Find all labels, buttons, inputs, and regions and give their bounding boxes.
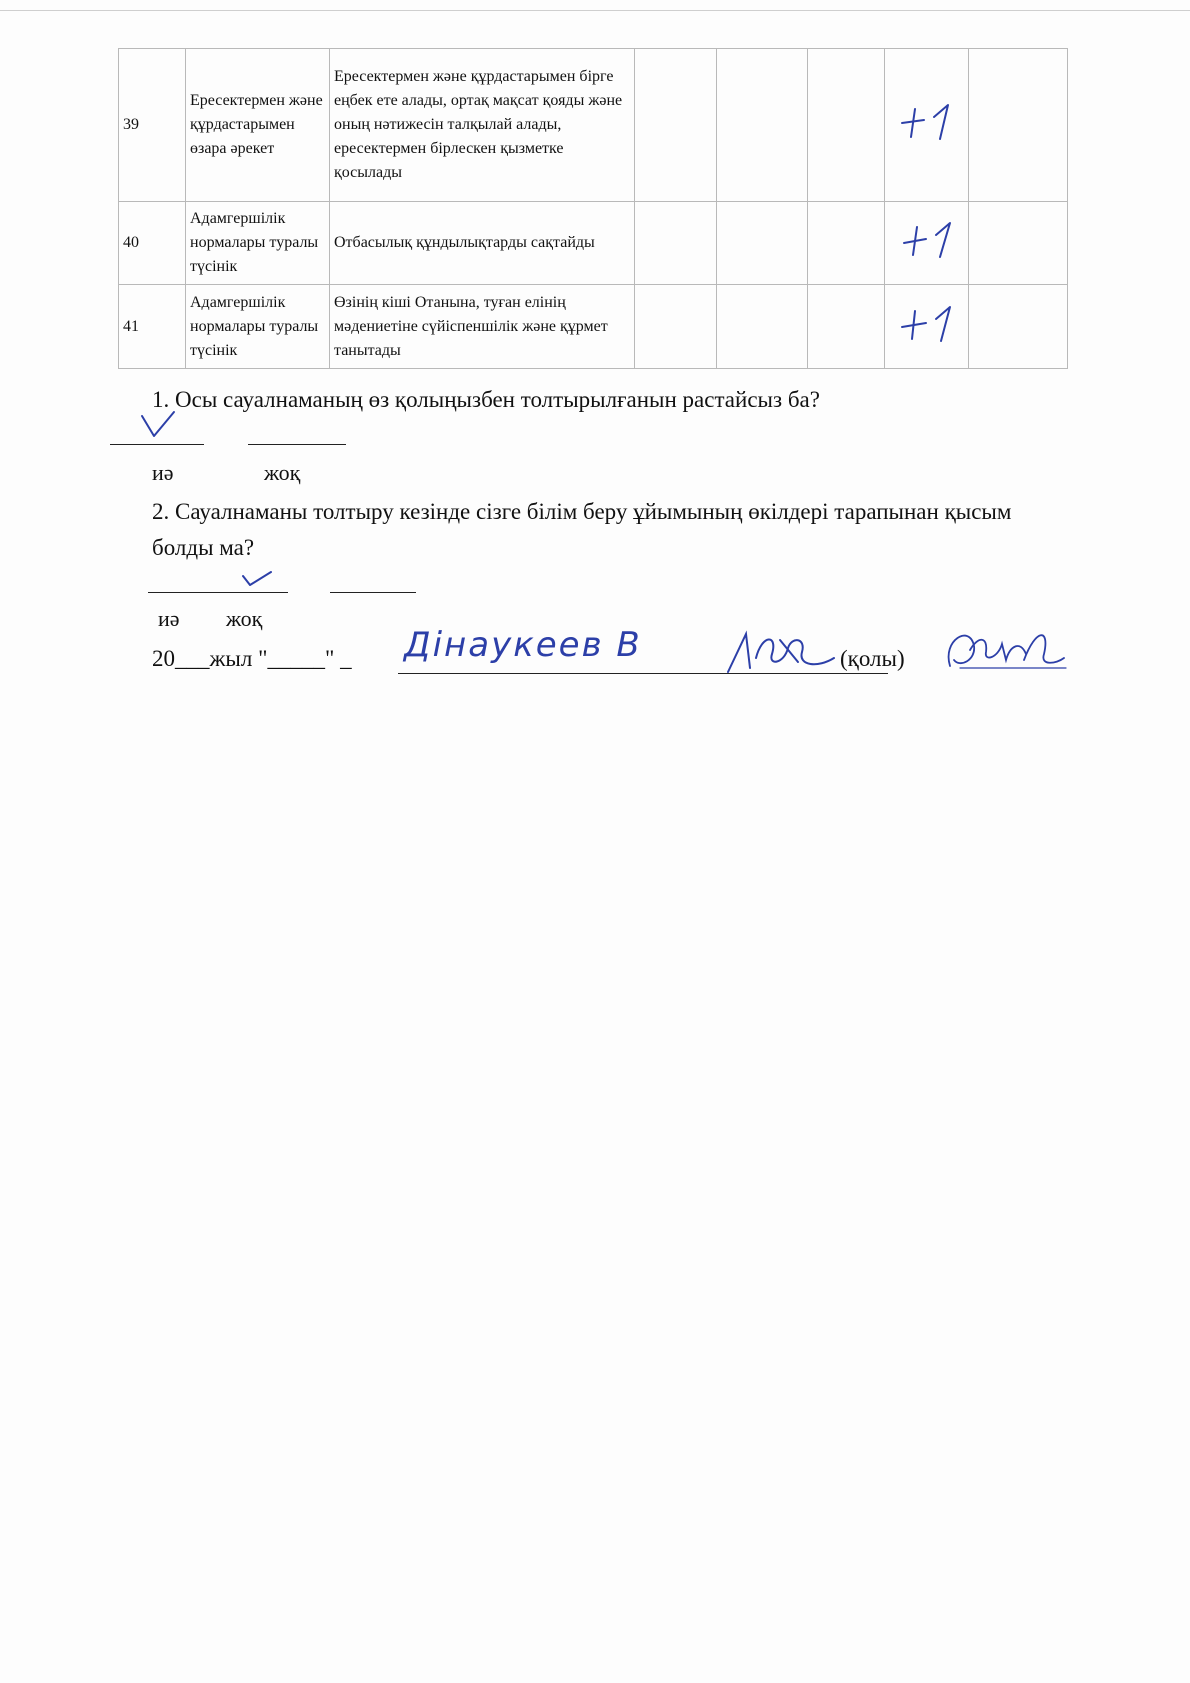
question-2-line-1 (152, 494, 1022, 566)
handwritten-plus-one-mark (896, 301, 958, 345)
empty-cell (969, 202, 1068, 285)
table-row (119, 285, 1068, 369)
handwritten-plus-one-mark (896, 217, 958, 261)
row-description: Отбасылық құндылықтарды сақтайды (330, 202, 635, 285)
handwritten-plus-one-mark (896, 99, 958, 143)
date-line: 20___жыл "_____" _ (152, 646, 352, 671)
row-area: Адамгершілік нормалары туралы түсінік (186, 285, 330, 369)
second-signature-icon (940, 620, 1070, 676)
row-number: 40 (119, 202, 186, 285)
empty-cell (969, 49, 1068, 202)
option-no-label: жоқ (226, 606, 263, 631)
empty-cell (717, 285, 808, 369)
answer-line-no (330, 592, 416, 593)
page-top-edge (0, 10, 1190, 11)
handwritten-name: Дінаукеев В (404, 625, 642, 665)
row-description: Ересектермен және құрдастарымен бірге еңбек ете алады, ортақ мақсат қояды және оның нәтижесін талқылай алады, ересектермен бірлескен қызметке қосылады (330, 49, 635, 202)
answer-line-yes (110, 444, 204, 445)
row-number: 41 (119, 285, 186, 369)
empty-cell (717, 202, 808, 285)
signature-label: (қолы) (840, 646, 905, 671)
empty-cell (635, 202, 717, 285)
row-score (885, 202, 969, 285)
signature-icon (722, 628, 842, 678)
empty-cell (717, 49, 808, 202)
answer-line-yes (148, 592, 288, 593)
empty-cell (635, 49, 717, 202)
question-1: 1. Осы сауалнаманың өз қолыңызбен толтырылғанын растайсыз ба? (152, 387, 820, 412)
empty-cell (635, 285, 717, 369)
empty-cell (969, 285, 1068, 369)
row-area: Ересектермен және құрдастарымен өзара әрекет (186, 49, 330, 202)
empty-cell (808, 202, 885, 285)
empty-cell (808, 49, 885, 202)
row-score (885, 49, 969, 202)
checkmark-icon (240, 568, 274, 588)
table-row (119, 202, 1068, 285)
row-score (885, 285, 969, 369)
row-description: Өзінің кіші Отанына, туған елінің мәдениетіне сүйіспеншілік және құрмет танытады (330, 285, 635, 369)
assessment-table (118, 48, 1068, 369)
row-area: Адамгершілік нормалары туралы түсінік (186, 202, 330, 285)
row-number: 39 (119, 49, 186, 202)
option-yes-label: иә (152, 460, 174, 485)
table-row (119, 49, 1068, 202)
option-yes-label: иә (158, 606, 180, 631)
question-2: 2. Сауалнаманы толтыру кезінде сізге білім беру ұйымының өкілдері тарапынан қысым болды ма? (152, 499, 1012, 560)
empty-cell (808, 285, 885, 369)
option-no-label: жоқ (264, 460, 301, 485)
checkmark-icon (138, 410, 178, 442)
answer-line-no (248, 444, 346, 445)
